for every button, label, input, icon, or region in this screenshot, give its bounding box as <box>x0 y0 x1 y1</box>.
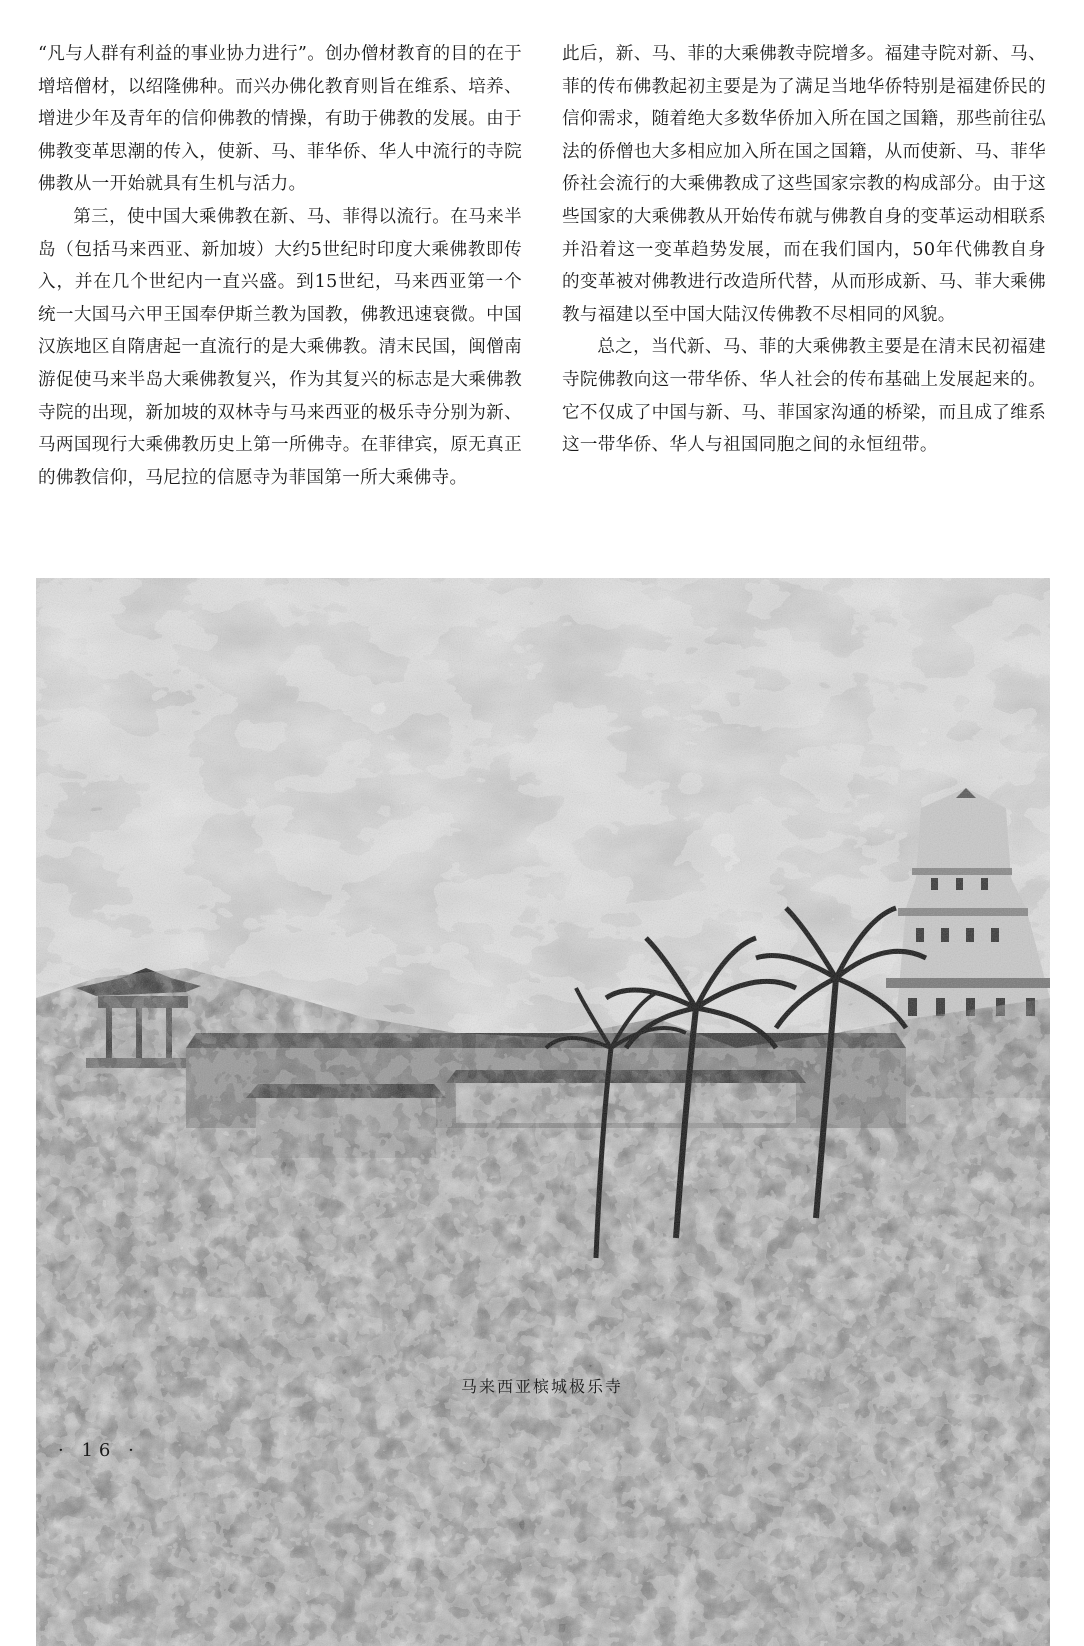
paragraph: 总之，当代新、马、菲的大乘佛教主要是在清末民初福建寺院佛教向这一带华侨、华人社会的传布基础上发展起来的。它不仅成了中国与新、马、菲国家沟通的桥梁，而且成了维系这一带华侨、华人与祖国同胞之间的永恒纽带。 <box>562 337 1046 456</box>
right-column <box>562 38 1046 462</box>
page-number: · 16 · <box>58 1440 140 1461</box>
left-column <box>38 38 522 494</box>
temple-photo <box>36 578 1050 1646</box>
paragraph: 第三，使中国大乘佛教在新、马、菲得以流行。在马来半岛（包括马来西亚、新加坡）大约5世纪时印度大乘佛教即传入，并在几个世纪内一直兴盛。到15世纪，马来西亚第一个统一大国马六甲王国奉伊斯兰教为国教，佛教迅速衰微。中国汉族地区自隋唐起一直流行的是大乘佛教。清末民国，闽僧南游促使马来半岛大乘佛教复兴，作为其复兴的标志是大乘佛教寺院的出现，新加坡的双林寺与马来西亚的极乐寺分别为新、马两国现行大乘佛教历史上第一所佛寺。在菲律宾，原无真正的佛教信仰，马尼拉的信愿寺为菲国第一所大乘佛寺。 <box>38 206 522 488</box>
paragraph: “凡与人群有利益的事业协力进行”。创办僧材教育的目的在于增培僧材，以绍隆佛种。而兴办佛化教育则旨在维系、培养、增进少年及青年的信仰佛教的情操，有助于佛教的发展。由于佛教变革思潮的传入，使新、马、菲华侨、华人中流行的寺院佛教从一开始就具有生机与活力。 <box>38 44 522 195</box>
paragraph: 此后，新、马、菲的大乘佛教寺院增多。福建寺院对新、马、菲的传布佛教起初主要是为了满足当地华侨特别是福建侨民的信仰需求，随着绝大多数华侨加入所在国之国籍，那些前往弘法的侨僧也大多相应加入所在国之国籍，从而使新、马、菲华侨社会流行的大乘佛教成了这些国家宗教的构成部分。由于这些国家的大乘佛教从开始传布就与佛教自身的变革运动相联系并沿着这一变革趋势发展，而在我们国内，50年代佛教自身的变革被对佛教进行改造所代替，从而形成新、马、菲大乘佛教与福建以至中国大陆汉传佛教不尽相同的风貌。 <box>562 44 1046 325</box>
photo-caption: 马来西亚槟城极乐寺 <box>460 1377 623 1396</box>
